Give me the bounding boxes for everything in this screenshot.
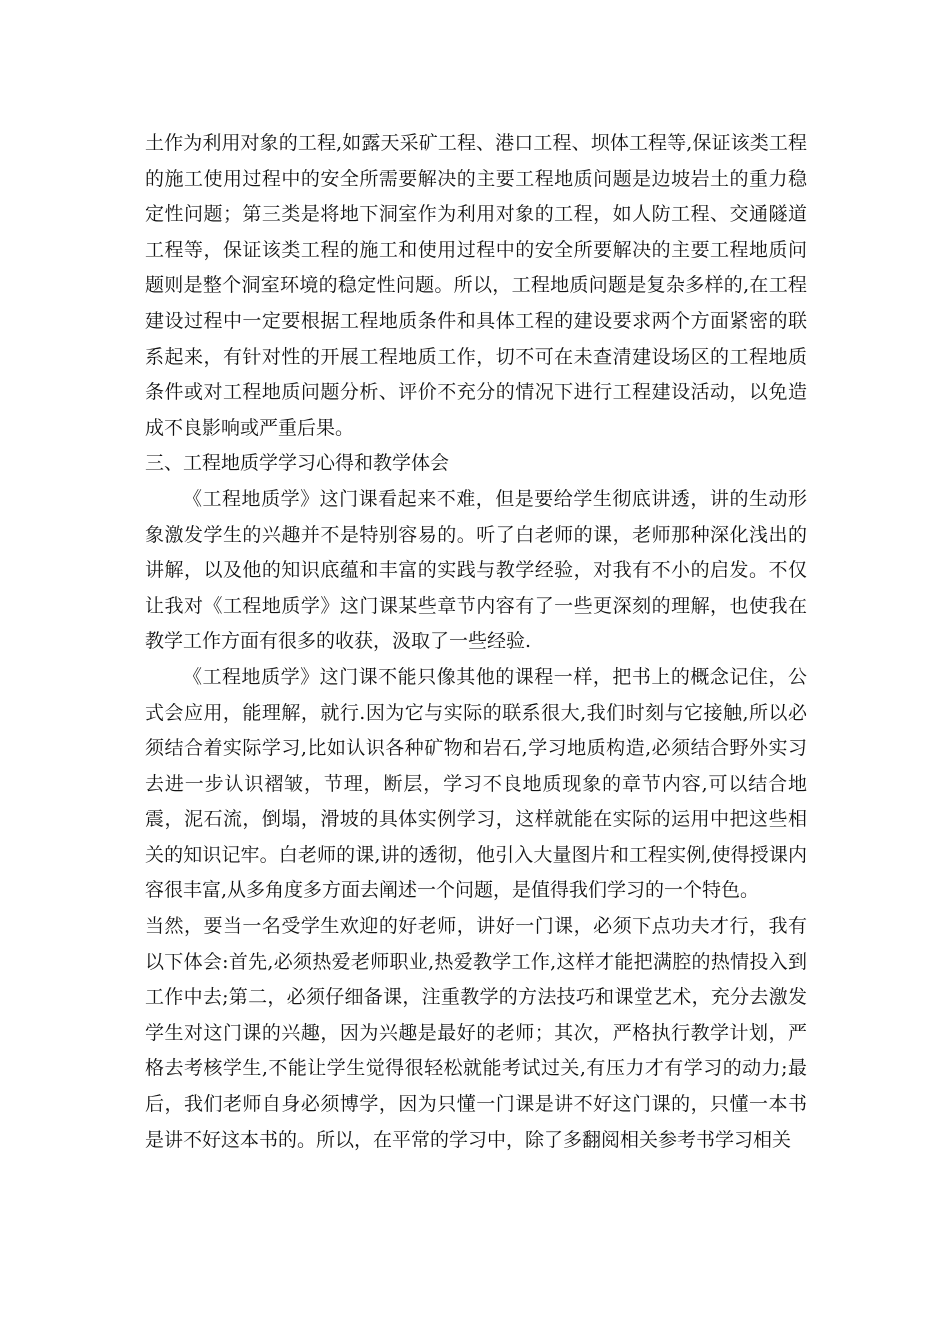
continuation-paragraph: 土作为利用对象的工程,如露天采矿工程、港口工程、坝体工程等,保证该类工程的施工使用过程中的安全所需要解决的主要工程地质问题是边坡岩土的重力稳定性问题；第三类是将地下洞室作为利用对象的工程，如人防工程、交通隧道工程等，保证该类工程的施工和使用过程中的安全所要解决的主要工程地质问题则是整个洞室环境的稳定性问题。所以，工程地质问题是复杂多样的,在工程建设过程中一定要根据工程地质条件和具体工程的建设要求两个方面紧密的联系起来，有针对性的开展工程地质工作，切不可在未查清建设场区的工程地质条件或对工程地质问题分析、评价不充分的情况下进行工程建设活动，以免造成不良影响或严重后果。 [145,132,807,439]
section-heading: 三、工程地质学学习心得和教学体会 [145,452,450,475]
paragraph-practice-learning: 《工程地质学》这门课不能只像其他的课程一样，把书上的概念记住，公式会应用，能理解，就行.因为它与实际的联系很大,我们时刻与它接触,所以必须结合着实际学习,比如认识各种矿物和岩石,学习地质构造,必须结合野外实习去进一步认识褶皱，节理，断层，学习不良地质现象的章节内容,可以结合地震，泥石流，倒塌，滑坡的具体实例学习，这样就能在实际的运用中把这些相关的知识记牢。白老师的课,讲的透彻，他引入大量图片和工程实例,使得授课内容很丰富,从多角度多方面去阐述一个问题，是值得我们学习的一个特色。 [145,665,807,902]
paragraph-course-difficulty: 《工程地质学》这门课看起来不难，但是要给学生彻底讲透，讲的生动形象激发学生的兴趣并不是特别容易的。听了白老师的课，老师那种深化浅出的讲解，以及他的知识底蕴和丰富的实践与教学经验，对我有不小的启发。不仅让我对《工程地质学》这门课某些章节内容有了一些更深刻的理解，也使我在教学工作方面有很多的收获，汲取了一些经验. [145,487,807,653]
document-body [145,126,807,1158]
paragraph-teaching-experience: 当然，要当一名受学生欢迎的好老师，讲好一门课，必须下点功夫才行，我有以下体会:首先,必须热爱老师职业,热爱教学工作,这样才能把满腔的热情投入到工作中去;第二，必须仔细备课，注重教学的方法技巧和课堂艺术，充分去激发学生对这门课的兴趣，因为兴趣是最好的老师；其次，严格执行教学计划，严格去考核学生,不能让学生觉得很轻松就能考试过关,有压力才有学习的动力;最后，我们老师自身必须博学，因为只懂一门课是讲不好这门课的，只懂一本书是讲不好这本书的。所以，在平常的学习中，除了多翻阅相关参考书学习相关 [145,915,807,1151]
